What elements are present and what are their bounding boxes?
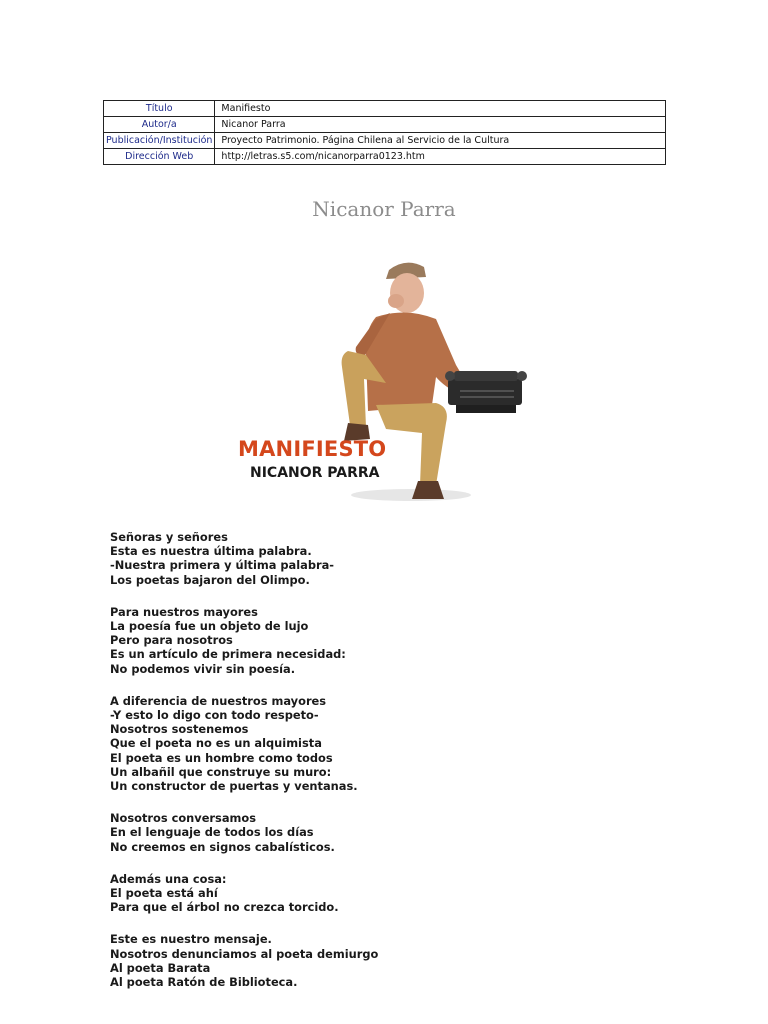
poem-body bbox=[110, 530, 710, 1007]
metadata-url[interactable]: http://letras.s5.com/nicanorparra0123.htm bbox=[215, 149, 666, 165]
poem-line: A diferencia de nuestros mayores bbox=[110, 693, 327, 708]
stanza bbox=[110, 530, 710, 587]
poem-line: Al poeta Barata bbox=[110, 960, 211, 975]
metadata-value: Proyecto Patrimonio. Página Chilena al Servicio de la Cultura bbox=[215, 133, 666, 149]
poem-line: Nosotros denunciamos al poeta demiurgo bbox=[110, 946, 379, 961]
metadata-value: Nicanor Parra bbox=[215, 117, 666, 133]
poem-line: Es un artículo de primera necesidad: bbox=[110, 647, 346, 662]
metadata-row-publication bbox=[104, 133, 666, 149]
metadata-table bbox=[103, 100, 666, 165]
poem-line: Para nuestros mayores bbox=[110, 604, 258, 619]
metadata-row-author bbox=[104, 117, 666, 133]
metadata-label: Publicación/Institución bbox=[104, 133, 215, 149]
shoe-right bbox=[412, 481, 444, 499]
poem-line: El poeta es un hombre como todos bbox=[110, 750, 333, 765]
poem-line: Nosotros sostenemos bbox=[110, 722, 249, 737]
poem-line: Los poetas bajaron del Olimpo. bbox=[110, 572, 310, 587]
stanza bbox=[110, 605, 710, 676]
cover-author: NICANOR PARRA bbox=[250, 465, 380, 481]
typewriter-shape bbox=[445, 371, 527, 413]
seated-leg-shape bbox=[376, 403, 447, 485]
stanza bbox=[110, 932, 710, 989]
poem-line: Al poeta Ratón de Biblioteca. bbox=[110, 975, 298, 990]
cover-title: MANIFIESTO bbox=[238, 437, 387, 461]
poem-line: El poeta está ahí bbox=[110, 886, 218, 901]
metadata-value: Manifiesto bbox=[215, 101, 666, 117]
metadata-label: Autor/a bbox=[104, 117, 215, 133]
page-title: Nicanor Parra bbox=[312, 197, 456, 221]
metadata-label: Título bbox=[104, 101, 215, 117]
poem-line: -Y esto lo digo con todo respeto- bbox=[110, 708, 319, 723]
poem-line: Señoras y señores bbox=[110, 530, 228, 544]
poem-line: Para que el árbol no crezca torcido. bbox=[110, 900, 339, 915]
poem-line: No podemos vivir sin poesía. bbox=[110, 661, 296, 676]
metadata-label: Dirección Web bbox=[104, 149, 215, 165]
poem-line: Este es nuestro mensaje. bbox=[110, 932, 272, 947]
hand-shape bbox=[388, 294, 404, 308]
poem-line: Además una cosa: bbox=[110, 871, 227, 886]
poem-line: Que el poeta no es un alquimista bbox=[110, 736, 322, 751]
ground-shadow bbox=[351, 489, 471, 501]
poem-line: -Nuestra primera y última palabra- bbox=[110, 558, 335, 573]
poem-line: Pero para nosotros bbox=[110, 633, 233, 648]
poem-line: Esta es nuestra última palabra. bbox=[110, 544, 312, 559]
poem-line: Nosotros conversamos bbox=[110, 811, 256, 826]
metadata-row-title bbox=[104, 101, 666, 117]
poem-line: Un albañil que construye su muro: bbox=[110, 764, 332, 779]
poem-line: Un constructor de puertas y ventanas. bbox=[110, 779, 358, 794]
stanza bbox=[110, 872, 710, 915]
poem-line: No creemos en signos cabalísticos. bbox=[110, 839, 335, 854]
poem-line: En el lenguaje de todos los días bbox=[110, 825, 314, 840]
metadata-row-web-address bbox=[104, 149, 666, 165]
stanza bbox=[110, 694, 710, 793]
poem-line: La poesía fue un objeto de lujo bbox=[110, 619, 309, 634]
stanza bbox=[110, 811, 710, 854]
